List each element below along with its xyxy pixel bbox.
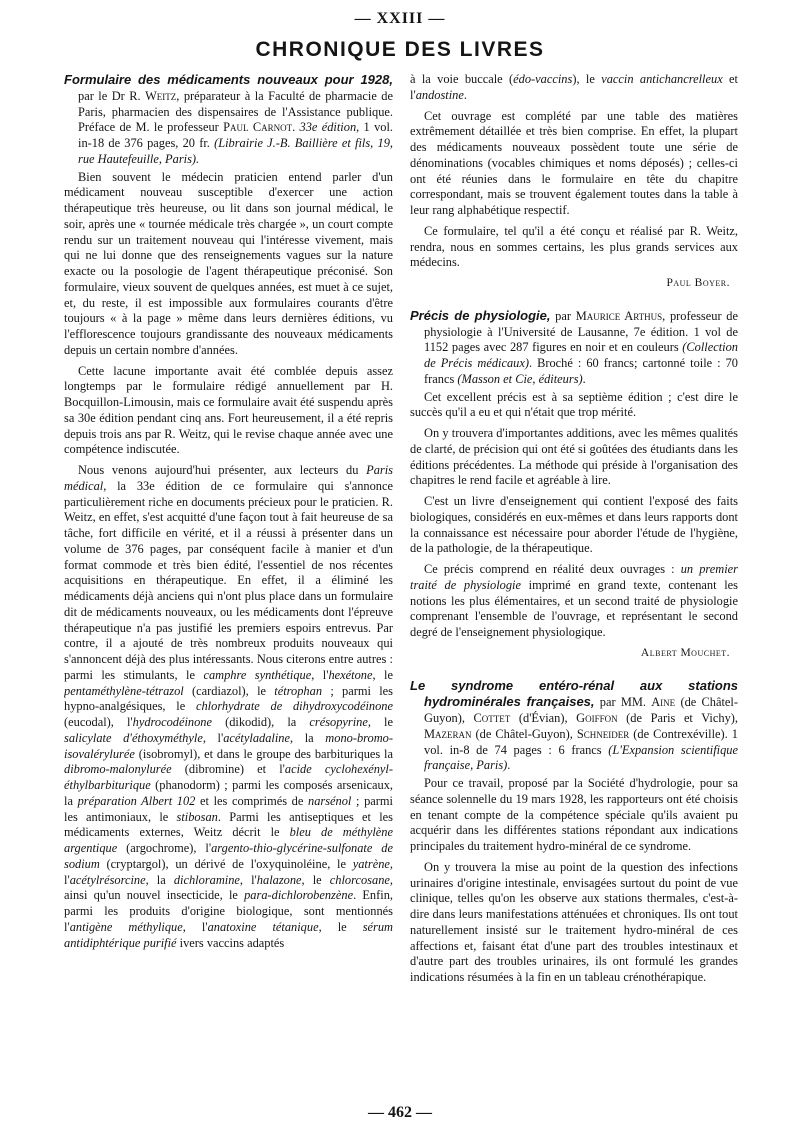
paragraph bbox=[410, 562, 738, 641]
preface-author: Paul Carnot bbox=[223, 120, 293, 135]
book-title: Formulaire des médicaments nouveaux pour 1928, bbox=[64, 72, 393, 87]
author: Schneider bbox=[576, 726, 630, 741]
drug: acide cyclohexényl-éthylbarbiturique bbox=[64, 762, 393, 792]
author: Aine bbox=[651, 695, 676, 710]
drug: dibromo-malonylurée bbox=[64, 762, 172, 777]
text: (de Châtel-Guyon), bbox=[471, 726, 577, 741]
drug: antigène méthylique bbox=[69, 919, 183, 934]
page-title: CHRONIQUE DES LIVRES bbox=[255, 38, 545, 61]
drug: dichloramine bbox=[173, 872, 240, 887]
drug: anatoxine tétanique bbox=[207, 919, 319, 934]
paragraph: C'est un livre d'enseignement qui contient l'exposé des faits biologiques, considérés en eux-mêmes et dans leurs rapports dont la connaissance est nécessaire pour aborder l'étude de l'hygiène, de la pathologie, de la thérapeutique. bbox=[410, 494, 738, 556]
paragraph: On y trouvera la mise au point de la question des infections urinaires d'origine intestinale, envisagées surtout du point de vue clinique, telles qu'on les observe aux stations thermales, c'est-à-dire dans leurs manifestations atténuées et chroniques. Ils ont tout naturellement insisté sur le traitement hydro-minéral de ces affections et, faisant état d'une part des troubles intestinaux et d'autre part des troubles urinaires, ils ont formulé les grandes indications résumées à la fin en un tableau crénothérapique. bbox=[410, 859, 738, 984]
paragraph bbox=[410, 72, 738, 104]
author: Mazeran bbox=[424, 726, 472, 741]
text: , l' bbox=[202, 730, 224, 745]
publisher: (Librairie J.-B. Baillière et fils, 19, rue Hautefeuille, Paris). bbox=[78, 136, 393, 166]
text: . bbox=[463, 87, 467, 102]
collection: (Collection de Précis médicaux) bbox=[424, 340, 738, 370]
text: , professeur de physiologie à l'Université de Lausanne, 7e édition. 1 vol de 1152 pages avec 287 figures en noir et en couleurs bbox=[424, 308, 738, 355]
right-column bbox=[410, 72, 738, 1102]
left-column bbox=[64, 72, 393, 1102]
text: . bbox=[507, 758, 511, 773]
drug: halazone bbox=[256, 872, 302, 887]
drug: andostine bbox=[415, 87, 464, 102]
book-title: Le syndrome entéro-rénal aux stations hydrominérales françaises, bbox=[410, 677, 738, 710]
text: à la voie buccale ( bbox=[410, 72, 514, 86]
text: . Enfin, parmi les produits d'origine biologique, sont mentionnés l' bbox=[64, 888, 393, 934]
text: (argochrome), l' bbox=[117, 841, 212, 855]
drug: pentaméthylène-tétrazol bbox=[64, 683, 184, 698]
text: et l' bbox=[410, 72, 738, 102]
text: et les comprimés de bbox=[195, 793, 308, 808]
text: (de Paris et Vichy), bbox=[617, 711, 738, 725]
drug: para-dichlorobenzène bbox=[244, 888, 354, 903]
text: (cryptargol), un dérivé de l'oxyquinoléine, le bbox=[99, 856, 353, 871]
text: par bbox=[550, 308, 576, 323]
text: . Parmi les antiseptiques et les médicaments externes, Weitz décrit le bbox=[64, 809, 393, 840]
text: ; parmi les antimoniaux, le bbox=[64, 793, 393, 824]
drug: stibosan bbox=[176, 809, 218, 824]
paragraph: Cette lacune importante avait été comblée depuis assez longtemps par le formulaire rédigé annuellement par H. Bocquillon-Limousin, mais ce formulaire avait été suspendu après sa 30e édition pendant cinq ans. Fort heureusement, il a été repris depuis trois ans par R. Weitz, qui le revise chaque année avec une compétence indiscutée. bbox=[64, 363, 393, 457]
publisher: (L'Expansion scientifique française, Paris) bbox=[424, 742, 738, 773]
text: , préparateur à la Faculté de pharmacie de Paris, pharmacien des dispensaires de l'Assistance publique. Préface de M. le professeur bbox=[78, 88, 393, 135]
text: (d'Évian), bbox=[510, 711, 577, 725]
drug: édo-vaccins bbox=[513, 72, 573, 86]
paragraph bbox=[64, 463, 393, 951]
publisher: (Masson et Cie, éditeurs) bbox=[457, 371, 583, 386]
drug: camphre synthétique bbox=[203, 667, 312, 682]
text: (dibromine) et l' bbox=[171, 762, 285, 777]
drug: sérum antidiphtérique purifié bbox=[64, 919, 393, 950]
text: (dikodid), la bbox=[212, 715, 310, 729]
text: imprimé en grand texte, contenant les notions les plus élémentaires, et un second traité de physiologie comprenant l'ensemble de l'ouvrage, et représentant le second degré de l'enseignement physiologique. bbox=[410, 577, 738, 639]
drug: crésopyrine bbox=[309, 715, 368, 729]
paragraph: Ce formulaire, tel qu'il a été conçu et réalisé par R. Weitz, rendra, nous en sommes certains, les plus grands services aux médecins. bbox=[410, 223, 738, 270]
author: Maurice Arthus bbox=[575, 308, 663, 323]
text: , 1 vol. in-18 de 376 pages, 20 fr. bbox=[78, 120, 393, 150]
text: , l' bbox=[311, 667, 329, 682]
text: , le bbox=[372, 667, 393, 682]
drug: acétylrésorcine bbox=[69, 872, 146, 887]
text: . bbox=[582, 371, 586, 386]
signature-albert-mouchet: Albert Mouchet. bbox=[640, 646, 730, 659]
text: (eucodal), l' bbox=[64, 715, 133, 729]
text: , l' bbox=[64, 856, 393, 887]
book-title: Précis de physiologie, bbox=[410, 307, 551, 323]
journal-name: Paris médical bbox=[64, 463, 393, 493]
signature-paul-boyer: Paul Boyer. bbox=[666, 277, 730, 289]
drug: bleu de méthylène argentique bbox=[64, 825, 393, 855]
paragraph: Bien souvent le médecin praticien entend parler d'un médicament nouveau susceptible d'exercer une action thérapeutique très heureuse, ou lit dans son journal médical, le soir, après une « tournée médicale très chargée », un court compte rendu sur un traitement nouveau qui l'intéresse vivement, mais qui ne lui donne que des renseignements vagues sur la nature exacte ou la posologie de l'agent thérapeutique préconisé. Son formulaire, vieux souvent de quelques années, est muet à ce sujet, et, du reste, il est impossible aux formulaires courants d'être toujours « à la page » même dans leurs dernières éditions, vu l'efflorescence toujours grandissante des nouveaux médicaments depuis un certain nombre d'années. bbox=[64, 169, 393, 357]
author: Weitz bbox=[145, 88, 177, 103]
edition: 33e édition bbox=[299, 120, 357, 135]
entry-formulaire-heading bbox=[64, 72, 393, 168]
emphasis: un premier traité de physiologie bbox=[410, 562, 738, 592]
header-page-roman: — XXIII — bbox=[354, 10, 446, 27]
entry-syndrome-heading bbox=[410, 678, 738, 775]
text: ; parmi les hypno-analgésiques, le bbox=[64, 683, 393, 714]
text: , le bbox=[318, 919, 363, 934]
drug: chlorcosane bbox=[329, 872, 390, 887]
text: . Broché : 60 francs; cartonné toile : 70 francs bbox=[424, 356, 738, 386]
text: , l' bbox=[182, 919, 208, 934]
text: par MM. bbox=[594, 695, 652, 710]
paragraph: Cet ouvrage est complété par une table des matières extrêmement détaillée et très bien comprise. En effet, la plupart des médicaments nouveaux possèdent toute une série de dénominations (vocables chimiques et noms déposés) ; celles-ci ont été réunies dans le formulaire en tête du chapitre correspondant, mais se trouvent également toutes dans la table à leur rang alphabétique respectif. bbox=[410, 108, 738, 217]
drug: mono-bromo-isovalérylurée bbox=[64, 730, 393, 761]
drug: acétyladaline bbox=[223, 730, 290, 745]
text: (cardiazol), le bbox=[183, 683, 275, 698]
text: (de Contrexéville). 1 vol. in-8 de 74 pages : 6 francs bbox=[424, 726, 738, 757]
paragraph: Cet excellent précis est à sa septième édition ; c'est dire le succès qu'il a eu et qui n'était que trop mérité. bbox=[410, 389, 738, 420]
paragraph: Pour ce travail, proposé par la Société d'hydrologie, pour sa séance solennelle du 19 mars 1928, les rapporteurs ont été choisis en tenant compte de la compétence spéciale qu'ils avaient pu acquérir dans les différentes stations répondant aux indications principales du traitement hydro-minéral de ce syndrome. bbox=[410, 776, 738, 853]
text: , la bbox=[289, 730, 326, 745]
text: (de Châtel-Guyon), bbox=[424, 695, 738, 725]
text: Nous venons aujourd'hui présenter, aux lecteurs du bbox=[78, 463, 367, 477]
text: , ainsi qu'un nouvel insecticide, le bbox=[64, 872, 393, 903]
drug: hexétone bbox=[328, 667, 373, 682]
text: ivers vaccins adaptés bbox=[176, 935, 285, 950]
text: (phanodorm) ; parmi les composés arsenicaux, la bbox=[64, 778, 393, 808]
text: , la bbox=[145, 872, 174, 887]
drug: narsénol bbox=[308, 793, 352, 808]
drug: vaccin antichancrelleux bbox=[601, 72, 723, 86]
text: par le Dr R. bbox=[78, 88, 146, 103]
text: . bbox=[292, 120, 300, 135]
drug: préparation Albert 102 bbox=[77, 793, 196, 808]
text: , le bbox=[301, 872, 330, 887]
text: , le bbox=[367, 715, 393, 729]
author: Cottet bbox=[473, 711, 511, 725]
drug: argento-thio-glycérine-sulfonate de sodium bbox=[64, 841, 393, 871]
text: , la 33e édition de ce formulaire qui s'annonce particulièrement riche en documents précieux pour le praticien. R. Weitz, en effet, s'est acquitté d'une façon tout à fait heureuse de sa tâche, fort difficile en vérité, et il a réussi à présenter dans un volume de 376 pages, par conséquent facile à manier et d'un format commode et très bien édité, l'essentiel de nos récentes acquisitions en thérapeutique. En effet, il a éliminé les médicaments déjà anciens qui n'ont plus place dans un formulaire dit de médicaments nouveaux, ou les médicaments dont l'épreuve thérapeutique n'a pas justifié les premiers espoirs entrevus. Par contre, il a ajouté de très nombreux produits nouveaux qui s'annoncent déjà des plus intéressants. Nous citerons entre autres : parmi les stimulants, le bbox=[64, 478, 393, 682]
entry-precis-heading bbox=[410, 308, 738, 388]
drug: chlorhydrate de dihydroxycodéinone bbox=[195, 699, 393, 714]
drug: tétrophan bbox=[274, 683, 323, 698]
text: Ce précis comprend en réalité deux ouvrages : bbox=[424, 562, 681, 576]
text: (isobromyl), et dans le groupe des barbituriques la bbox=[134, 746, 393, 761]
drug: hydrocodéinone bbox=[132, 715, 212, 729]
drug: yatrène bbox=[352, 856, 390, 871]
author: Goiffon bbox=[576, 711, 618, 725]
page-number: — 462 — bbox=[368, 1104, 432, 1121]
text: ), le bbox=[572, 72, 602, 86]
paragraph: On y trouvera d'importantes additions, avec les mêmes qualités de clarté, de précision qui ont été si goûtées des étudiants dans les éditions précédentes. La méthode qui préside à l'organisation des chapitres le rend facile et agréable à lire. bbox=[410, 426, 738, 488]
text: , l' bbox=[239, 872, 257, 887]
drug: salicylate d'éthoxyméthyle bbox=[64, 730, 203, 745]
